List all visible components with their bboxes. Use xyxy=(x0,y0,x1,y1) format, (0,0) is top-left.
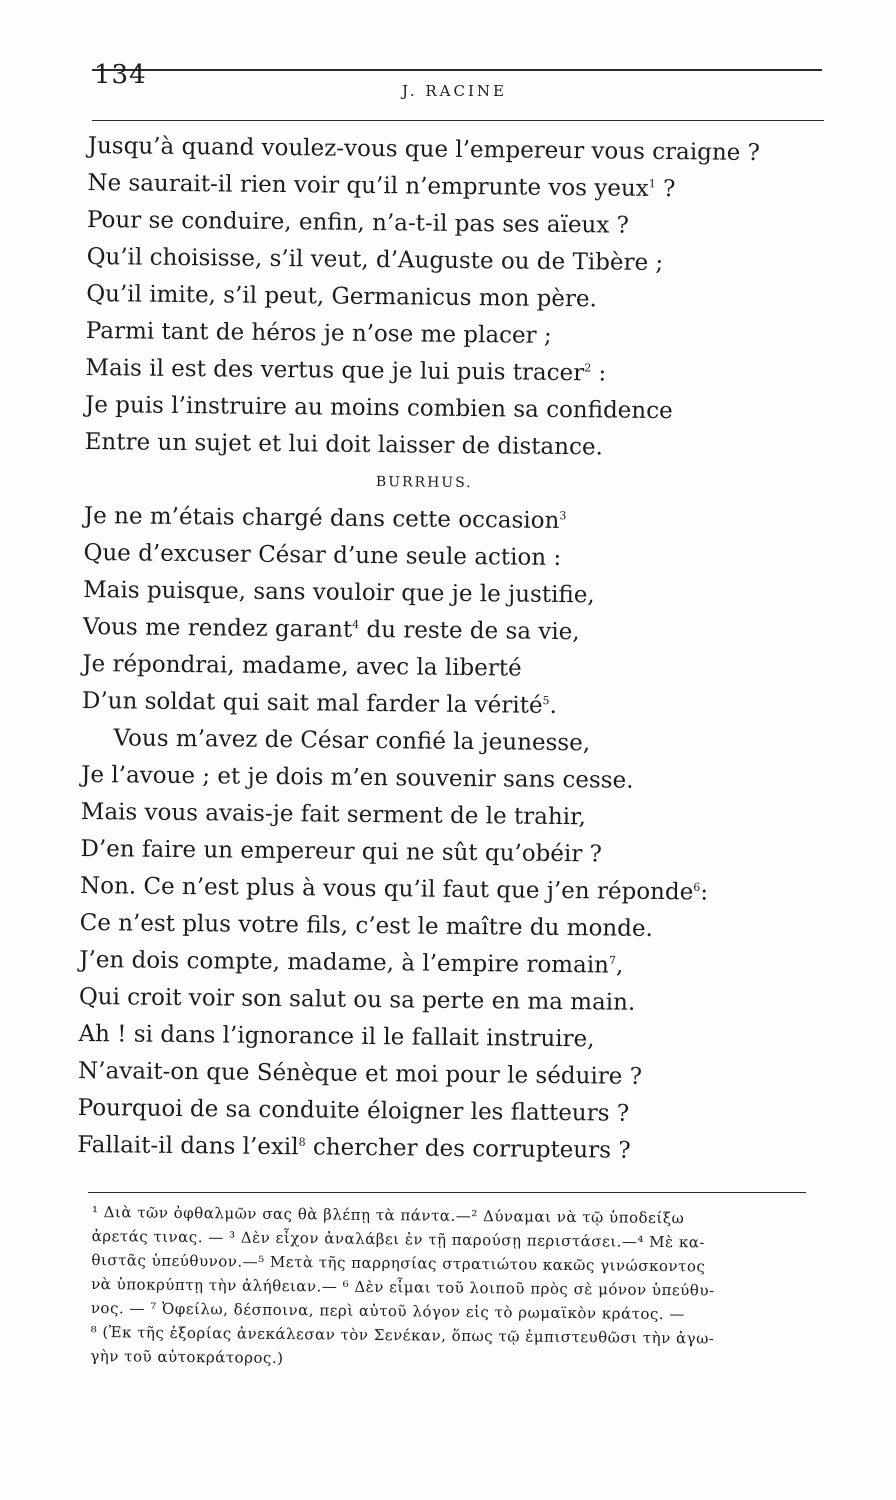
footnote-rule xyxy=(88,1192,806,1193)
verse-text: D’en faire un empereur qui ne sût qu’obéir ? xyxy=(80,835,603,868)
top-rule xyxy=(92,69,822,71)
verse-line xyxy=(85,424,825,469)
verse-text: Pourquoi de sa conduite éloigner les flatteurs ? xyxy=(77,1094,630,1127)
verse-text-after-marker: ? xyxy=(655,175,676,203)
verse-text: Ce n’est plus votre fils, c’est le maître du monde. xyxy=(79,909,653,942)
verse-text-after-marker: , xyxy=(615,952,624,979)
footnote-marker: 6 xyxy=(693,880,701,894)
verse-text: Que d’excuser César d’une seule action : xyxy=(83,539,562,571)
verse-text: Mais puisque, sans vouloir que je le justifie, xyxy=(83,576,595,609)
verse-text: Mais il est des vertus que je lui puis tracer xyxy=(85,354,585,387)
footnote-line: γὴν τοῦ αὐτοκράτορος.) xyxy=(90,1346,284,1368)
footnote-line: νος. — ⁷ Ὀφείλω, δέσποινα, περὶ αὐτοῦ λόγον εἰς τὸ ρωμαϊκὸν κράτος. — xyxy=(90,1298,685,1324)
footnotes xyxy=(90,1200,810,1376)
speaker-label: BURRHUS. xyxy=(375,474,473,492)
verse-text: Je répondrai, madame, avec la liberté xyxy=(82,650,522,682)
verse-text: N’avait-on que Sénèque et moi pour le séduire ? xyxy=(77,1057,643,1090)
footnote-line: νὰ ὑποκρύπτῃ τὴν ἀλήθειαν.— ⁶ Δὲν εἶμαι τοῦ λοιποῦ πρὸς σὲ μόνον ὑπεύθυ- xyxy=(91,1274,715,1300)
footnote-line: θιστᾶς ὑπεύθυνον.—⁵ Μετὰ τῆς παρρησίας στρατιώτου κακῶς γινώσκοντος xyxy=(91,1250,706,1276)
verse-text: Qui croit voir son salut ou sa perte en ma main. xyxy=(78,983,636,1016)
verse-text-after-marker: : xyxy=(591,360,607,387)
footnote-line: ἀρετάς τινας. — ³ Δὲν εἶχον ἀναλάβει ἐν τῇ παρούσῃ περιστάσει.—⁴ Μὲ κα- xyxy=(91,1226,706,1252)
verse-text-after-marker: chercher des corrupteurs ? xyxy=(305,1134,631,1164)
verse-text: D’un soldat qui sait mal farder la vérité xyxy=(81,687,543,719)
footnote-marker: 4 xyxy=(352,618,360,632)
footnote-line: ⁸ (Ἐκ τῆς ἐξορίας ἀνεκάλεσαν τὸν Σενέκαν, ὅπως τῷ ἐμπιστευθῶσι τὴν ἀγω- xyxy=(90,1322,715,1348)
footnote-marker: 2 xyxy=(584,361,592,375)
footnote-line: ¹ Διὰ τῶν ὀφθαλμῶν σας θὰ βλέπῃ τὰ πάντα.—² Δύναμαι νὰ τῷ ὑποδείξω xyxy=(91,1202,685,1228)
footnote-marker: 7 xyxy=(608,953,617,967)
verse-text-after-marker: . xyxy=(549,692,557,719)
verse-text: Ah ! si dans l’ignorance il le fallait instruire, xyxy=(78,1020,595,1053)
verse-text: Jusqu’à quand voulez-vous que l’empereur vous craigne ? xyxy=(87,132,761,167)
verse-text-after-marker: : xyxy=(700,879,709,906)
verse-text: Pour se conduire, enfin, n’a-t-il pas ses aïeux ? xyxy=(86,206,630,239)
verse-text: Mais vous avais-je fait serment de le trahir, xyxy=(80,798,587,831)
page-number: 134 xyxy=(94,60,147,90)
verse-text: Vous me rendez garant xyxy=(82,613,353,643)
verse-text: J’en dois compte, madame, à l’empire romain xyxy=(79,946,610,979)
verse-text: Vous m’avez de César confié la jeunesse, xyxy=(113,725,591,757)
footnote-marker: 1 xyxy=(648,177,656,191)
running-title: J. RACINE xyxy=(402,82,507,100)
footnote-marker: 5 xyxy=(542,694,550,708)
verse-text: Non. Ce n’est plus à vous qu’il faut que j’en réponde xyxy=(79,872,694,906)
verse-line xyxy=(77,1127,817,1172)
verse-block xyxy=(77,128,828,1172)
verse-text: Je ne m’étais chargé dans cette occasion xyxy=(83,502,560,534)
verse-text: Qu’il choisisse, s’il veut, d’Auguste ou de Tibère ; xyxy=(86,243,664,277)
verse-text: Je l’avoue ; et je dois m’en souvenir sans cesse. xyxy=(81,761,634,794)
verse-text: Qu’il imite, s’il peut, Germanicus mon père. xyxy=(86,280,598,313)
header-rule xyxy=(92,120,824,121)
verse-text: Je puis l’instruire au moins combien sa confidence xyxy=(84,391,673,425)
footnote-marker: 3 xyxy=(559,509,567,523)
verse-text: Entre un sujet et lui doit laisser de distance. xyxy=(84,428,603,461)
verse-text-after-marker: du reste de sa vie, xyxy=(359,616,580,646)
verse-text: Fallait-il dans l’exil xyxy=(77,1131,299,1161)
footnote-marker: 8 xyxy=(298,1135,306,1149)
verse-text: Parmi tant de héros je n’ose me placer ; xyxy=(85,317,552,349)
verse-text: Ne saurait-il rien voir qu’il n’emprunte vos yeux xyxy=(87,169,649,202)
